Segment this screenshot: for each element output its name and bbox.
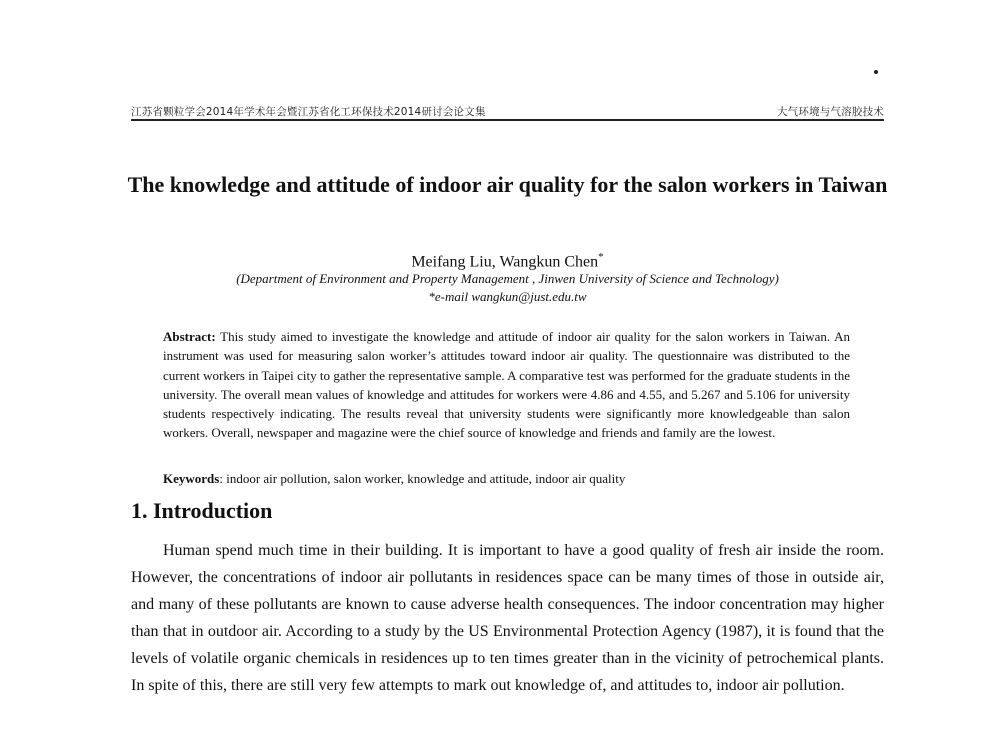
- paper-title: The knowledge and attitude of indoor air quality for the salon workers in Taiwan: [127, 172, 888, 197]
- abstract-text: This study aimed to investigate the knowledge and attitude of indoor air quality for the salon workers in Taiwan. An instrument was used for measuring salon worker’s attitudes toward indoor air quality. The questionnaire was distributed to the current workers in Taipei city to gather the representative sample. A comparative test was performed for the graduate students in the university. The overall mean values of knowledge and attitudes for workers were 4.86 and 4.55, and 5.267 and 5.106 for university students respectively indicating. The results reveal that university students were significantly more knowledgeable than salon workers. Overall, newspaper and magazine were the chief source of knowledge and friends and family are the lowest.: [163, 329, 851, 441]
- author-email: *e-mail wangkun@just.edu.tw: [428, 289, 587, 304]
- stray-dot: [874, 70, 878, 74]
- running-head: [131, 103, 884, 119]
- affiliation: (Department of Environment and Property Management , Jinwen University of Science and Technology): [236, 271, 779, 286]
- corresponding-mark: *: [598, 251, 604, 263]
- keywords-label: Keywords: [163, 471, 220, 486]
- keywords-text: : indoor air pollution, salon worker, knowledge and attitude, indoor air quality: [219, 471, 626, 486]
- header-rule: [131, 119, 884, 121]
- abstract-label: Abstract:: [163, 329, 216, 344]
- abstract: [163, 327, 850, 443]
- keywords: [163, 469, 850, 488]
- running-head-right: 大气环境与气溶胶技术: [777, 106, 884, 118]
- authors: Meifang Liu, Wangkun Chen: [411, 253, 599, 271]
- running-head-left: 江苏省颗粒学会2014年学术年会暨江苏省化工环保技术2014研讨会论文集: [131, 106, 486, 118]
- author-line: [120, 247, 895, 272]
- section-heading-introduction: 1. Introduction: [131, 498, 273, 523]
- introduction-paragraph: Human spend much time in their building. It is important to have a good quality of fresh air inside the room. However, the concentrations of indoor air pollutants in residences space can be many times of those in outside air, and many of these pollutants are known to cause adverse health consequences. The indoor concentration may higher than that in outdoor air. According to a study by the US Environmental Protection Agency (1987), it is found that the levels of volatile organic chemicals in residences up to ten times greater than in the vicinity of petrochemical plants. In spite of this, there are still very few attempts to mark out knowledge of, and attitudes to, indoor air pollution.: [131, 542, 884, 695]
